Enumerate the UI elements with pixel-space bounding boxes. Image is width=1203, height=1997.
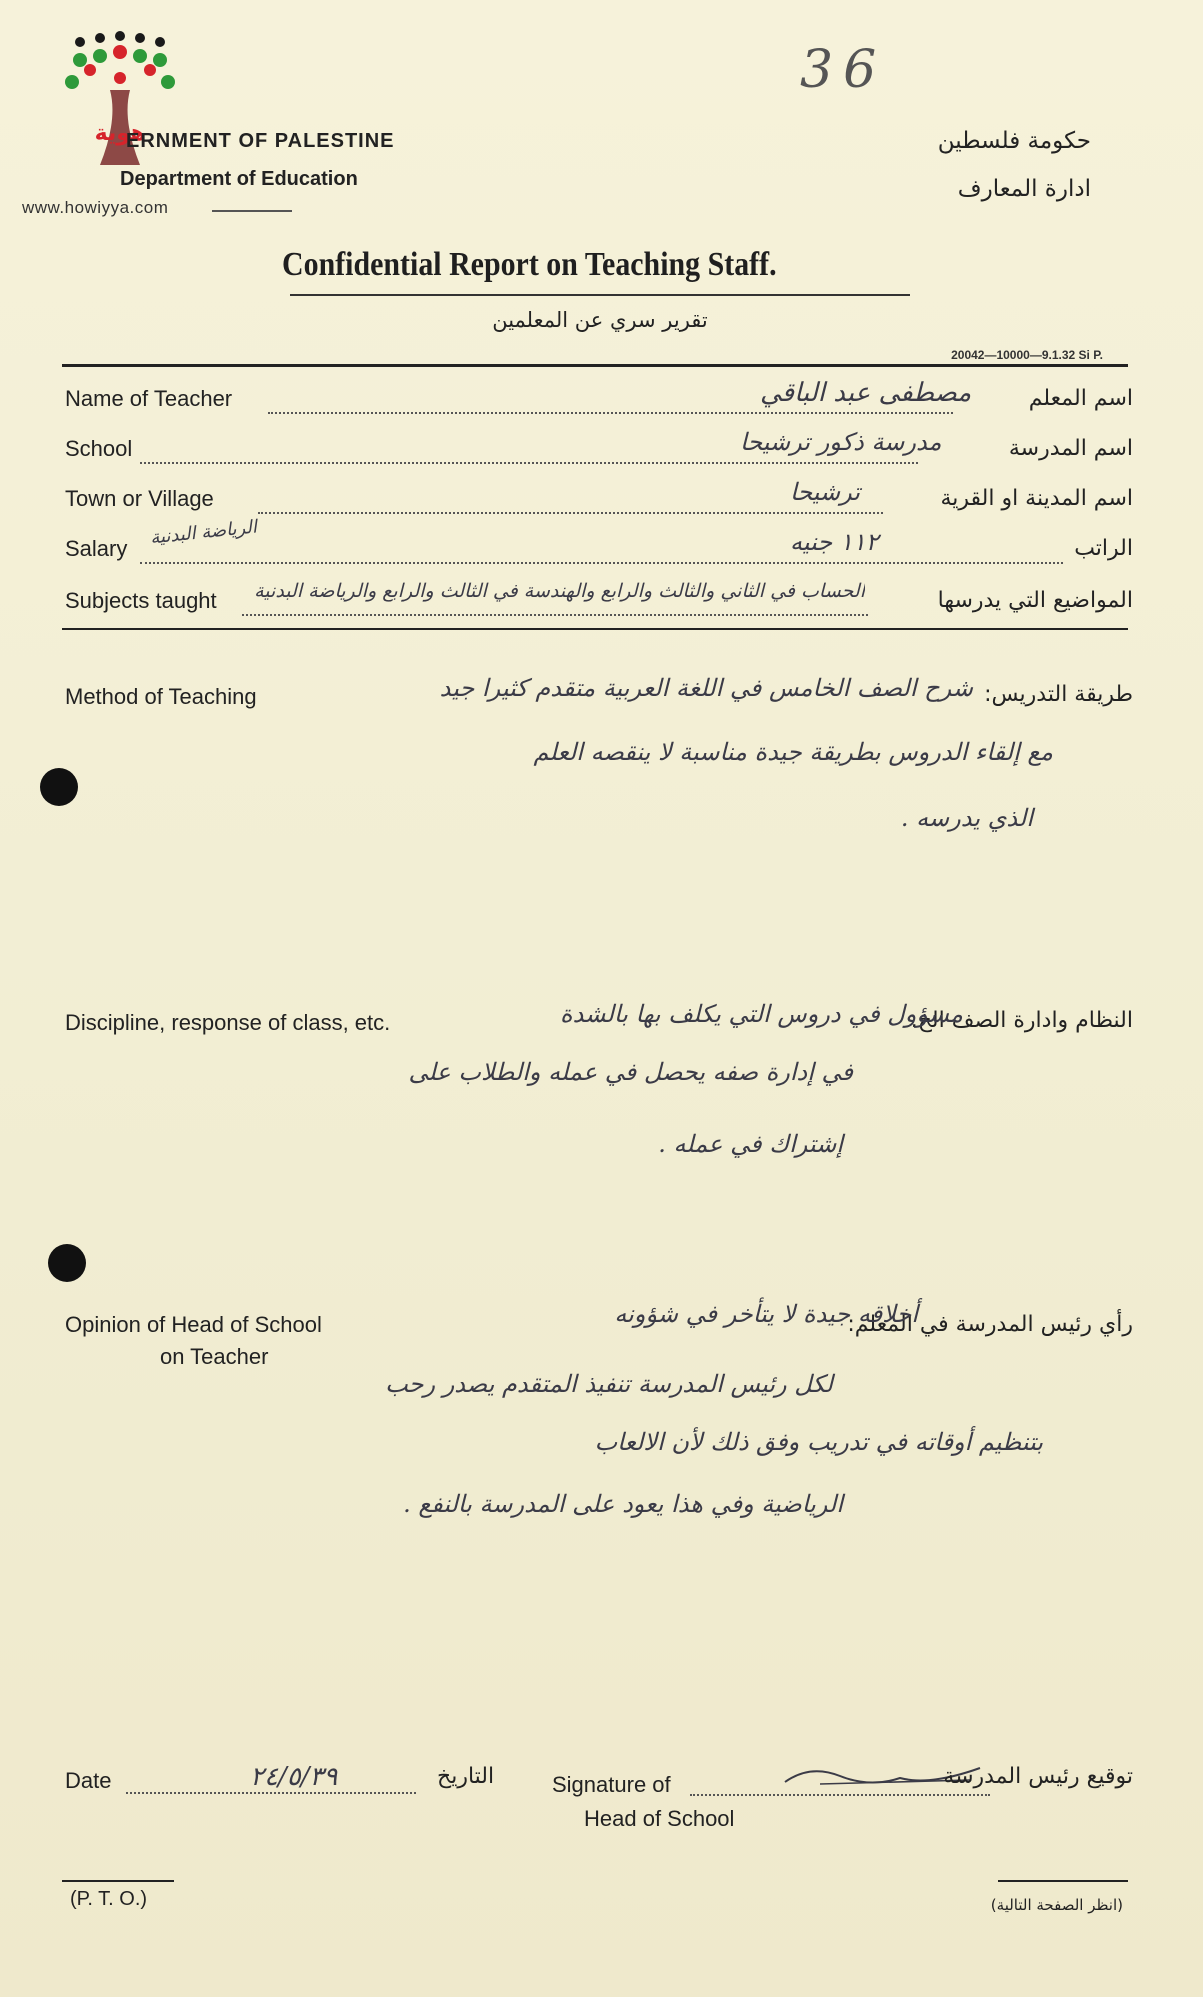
field-note-handwritten: الرياضة البدنية — [149, 516, 258, 549]
pto-en: (P. T. O.) — [70, 1888, 148, 1910]
field-dotted-line — [140, 562, 1063, 564]
field-label-en: Salary — [65, 536, 128, 561]
section-label-ar: طريقة التدريس: — [984, 682, 1133, 707]
handwritten-line: أخلاقه جيدة لا يتأخر في شؤونه — [614, 1300, 918, 1328]
field-label-ar: المواضيع التي يدرسها — [937, 588, 1133, 613]
handwritten-line: إشتراك في عمله . — [658, 1130, 843, 1158]
signature-label-ar: توقيع رئيس المدرسة — [943, 1764, 1133, 1789]
top-rule — [62, 364, 1128, 367]
field-value-handwritten: ترشيحا — [790, 478, 861, 506]
pto-ar: (انظر الصفحة التالية) — [990, 1896, 1123, 1914]
signature-label-en: Signature of — [552, 1772, 671, 1797]
field-dotted-line — [258, 512, 883, 514]
handwritten-line: لكل رئيس المدرسة تنفيذ المتقدم يصدر رحب — [385, 1370, 833, 1398]
footer-rule-right — [998, 1880, 1128, 1882]
date-value-handwritten: ٢٤/٥/٣٩ — [250, 1762, 338, 1792]
report-title-ar: تقرير سري عن المعلمين — [492, 308, 708, 332]
footer-rule-left — [62, 1880, 174, 1882]
field-value-handwritten: مدرسة ذكور ترشيحا — [740, 428, 942, 456]
handwritten-line: الرياضية وفي هذا يعود على المدرسة بالنفع . — [403, 1490, 843, 1518]
page-number: 36 — [800, 40, 887, 100]
field-value-handwritten: مصطفى عبد الباقي — [760, 378, 972, 408]
field-label-en: Town or Village — [65, 486, 214, 511]
watermark-url: www.howiyya.com — [22, 198, 169, 217]
field-label-en: Name of Teacher — [65, 386, 233, 411]
department-title-ar: ادارة المعارف — [957, 176, 1091, 202]
date-dotted-line — [126, 1792, 416, 1794]
handwritten-line: مع إلقاء الدروس بطريقة جيدة مناسبة لا ينقصه العلم — [533, 738, 1053, 766]
title-underline — [290, 294, 910, 296]
field-value-handwritten: ١١٢ جنيه — [790, 528, 879, 556]
print-reference: 20042—10000—9.1.32 Si P. — [951, 348, 1103, 362]
section-label-en: Discipline, response of class, etc. — [65, 1010, 391, 1035]
handwritten-line: مسؤول في دروس التي يكلف بها بالشدة — [560, 1000, 963, 1028]
field-label-en: School — [65, 436, 133, 461]
section-label-en-line2: on Teacher — [160, 1344, 269, 1369]
government-title-ar: حكومة فلسطين — [937, 128, 1091, 154]
field-label-ar: اسم المدينة او القرية — [940, 486, 1133, 511]
field-value-handwritten: الحساب في الثاني والثالث والرابع والهندسة في الثالث والرابع والرياضة البدنية — [254, 580, 865, 602]
section-label-en: Method of Teaching — [65, 684, 257, 709]
handwritten-line: بتنظيم أوقاته في تدريب وفق ذلك لأن الالعاب — [594, 1428, 1043, 1456]
handwritten-line: في إدارة صفه يحصل في عمله والطلاب على — [408, 1058, 853, 1086]
field-dotted-line — [242, 614, 868, 616]
field-label-ar: الراتب — [1074, 536, 1133, 561]
field-dotted-line — [268, 412, 953, 414]
svg-text:هوية: هوية — [94, 121, 146, 146]
section-label-en-line1: Opinion of Head of School — [65, 1312, 322, 1337]
signature-sub-label: Head of School — [584, 1806, 735, 1831]
department-title-en: Department of Education — [120, 168, 358, 190]
punch-hole — [48, 1244, 86, 1282]
punch-hole — [40, 768, 78, 806]
fields-bottom-rule — [62, 628, 1128, 630]
howiyya-logo-icon — [60, 30, 180, 180]
field-label-ar: اسم المعلم — [1028, 386, 1133, 411]
handwritten-line: الذي يدرسه . — [900, 804, 1033, 832]
section-label-ar: رأي رئيس المدرسة في المعلم: — [847, 1312, 1133, 1337]
field-dotted-line — [140, 462, 918, 464]
report-title-en: Confidential Report on Teaching Staff. — [282, 246, 777, 283]
handwritten-line: شرح الصف الخامس في اللغة العربية متقدم كثيرا جيد — [439, 674, 973, 702]
field-label-en: Subjects taught — [65, 588, 217, 613]
section-label-ar: النظام وادارة الصف الخ. — [910, 1008, 1133, 1033]
date-label-ar: التاريخ — [437, 1764, 495, 1789]
signature-dotted-line — [690, 1794, 990, 1796]
field-label-ar: اسم المدرسة — [1008, 436, 1133, 461]
watermark-underline — [212, 210, 292, 212]
date-label-en: Date — [65, 1768, 112, 1793]
government-title-en: ERNMENT OF PALESTINE — [126, 130, 395, 152]
